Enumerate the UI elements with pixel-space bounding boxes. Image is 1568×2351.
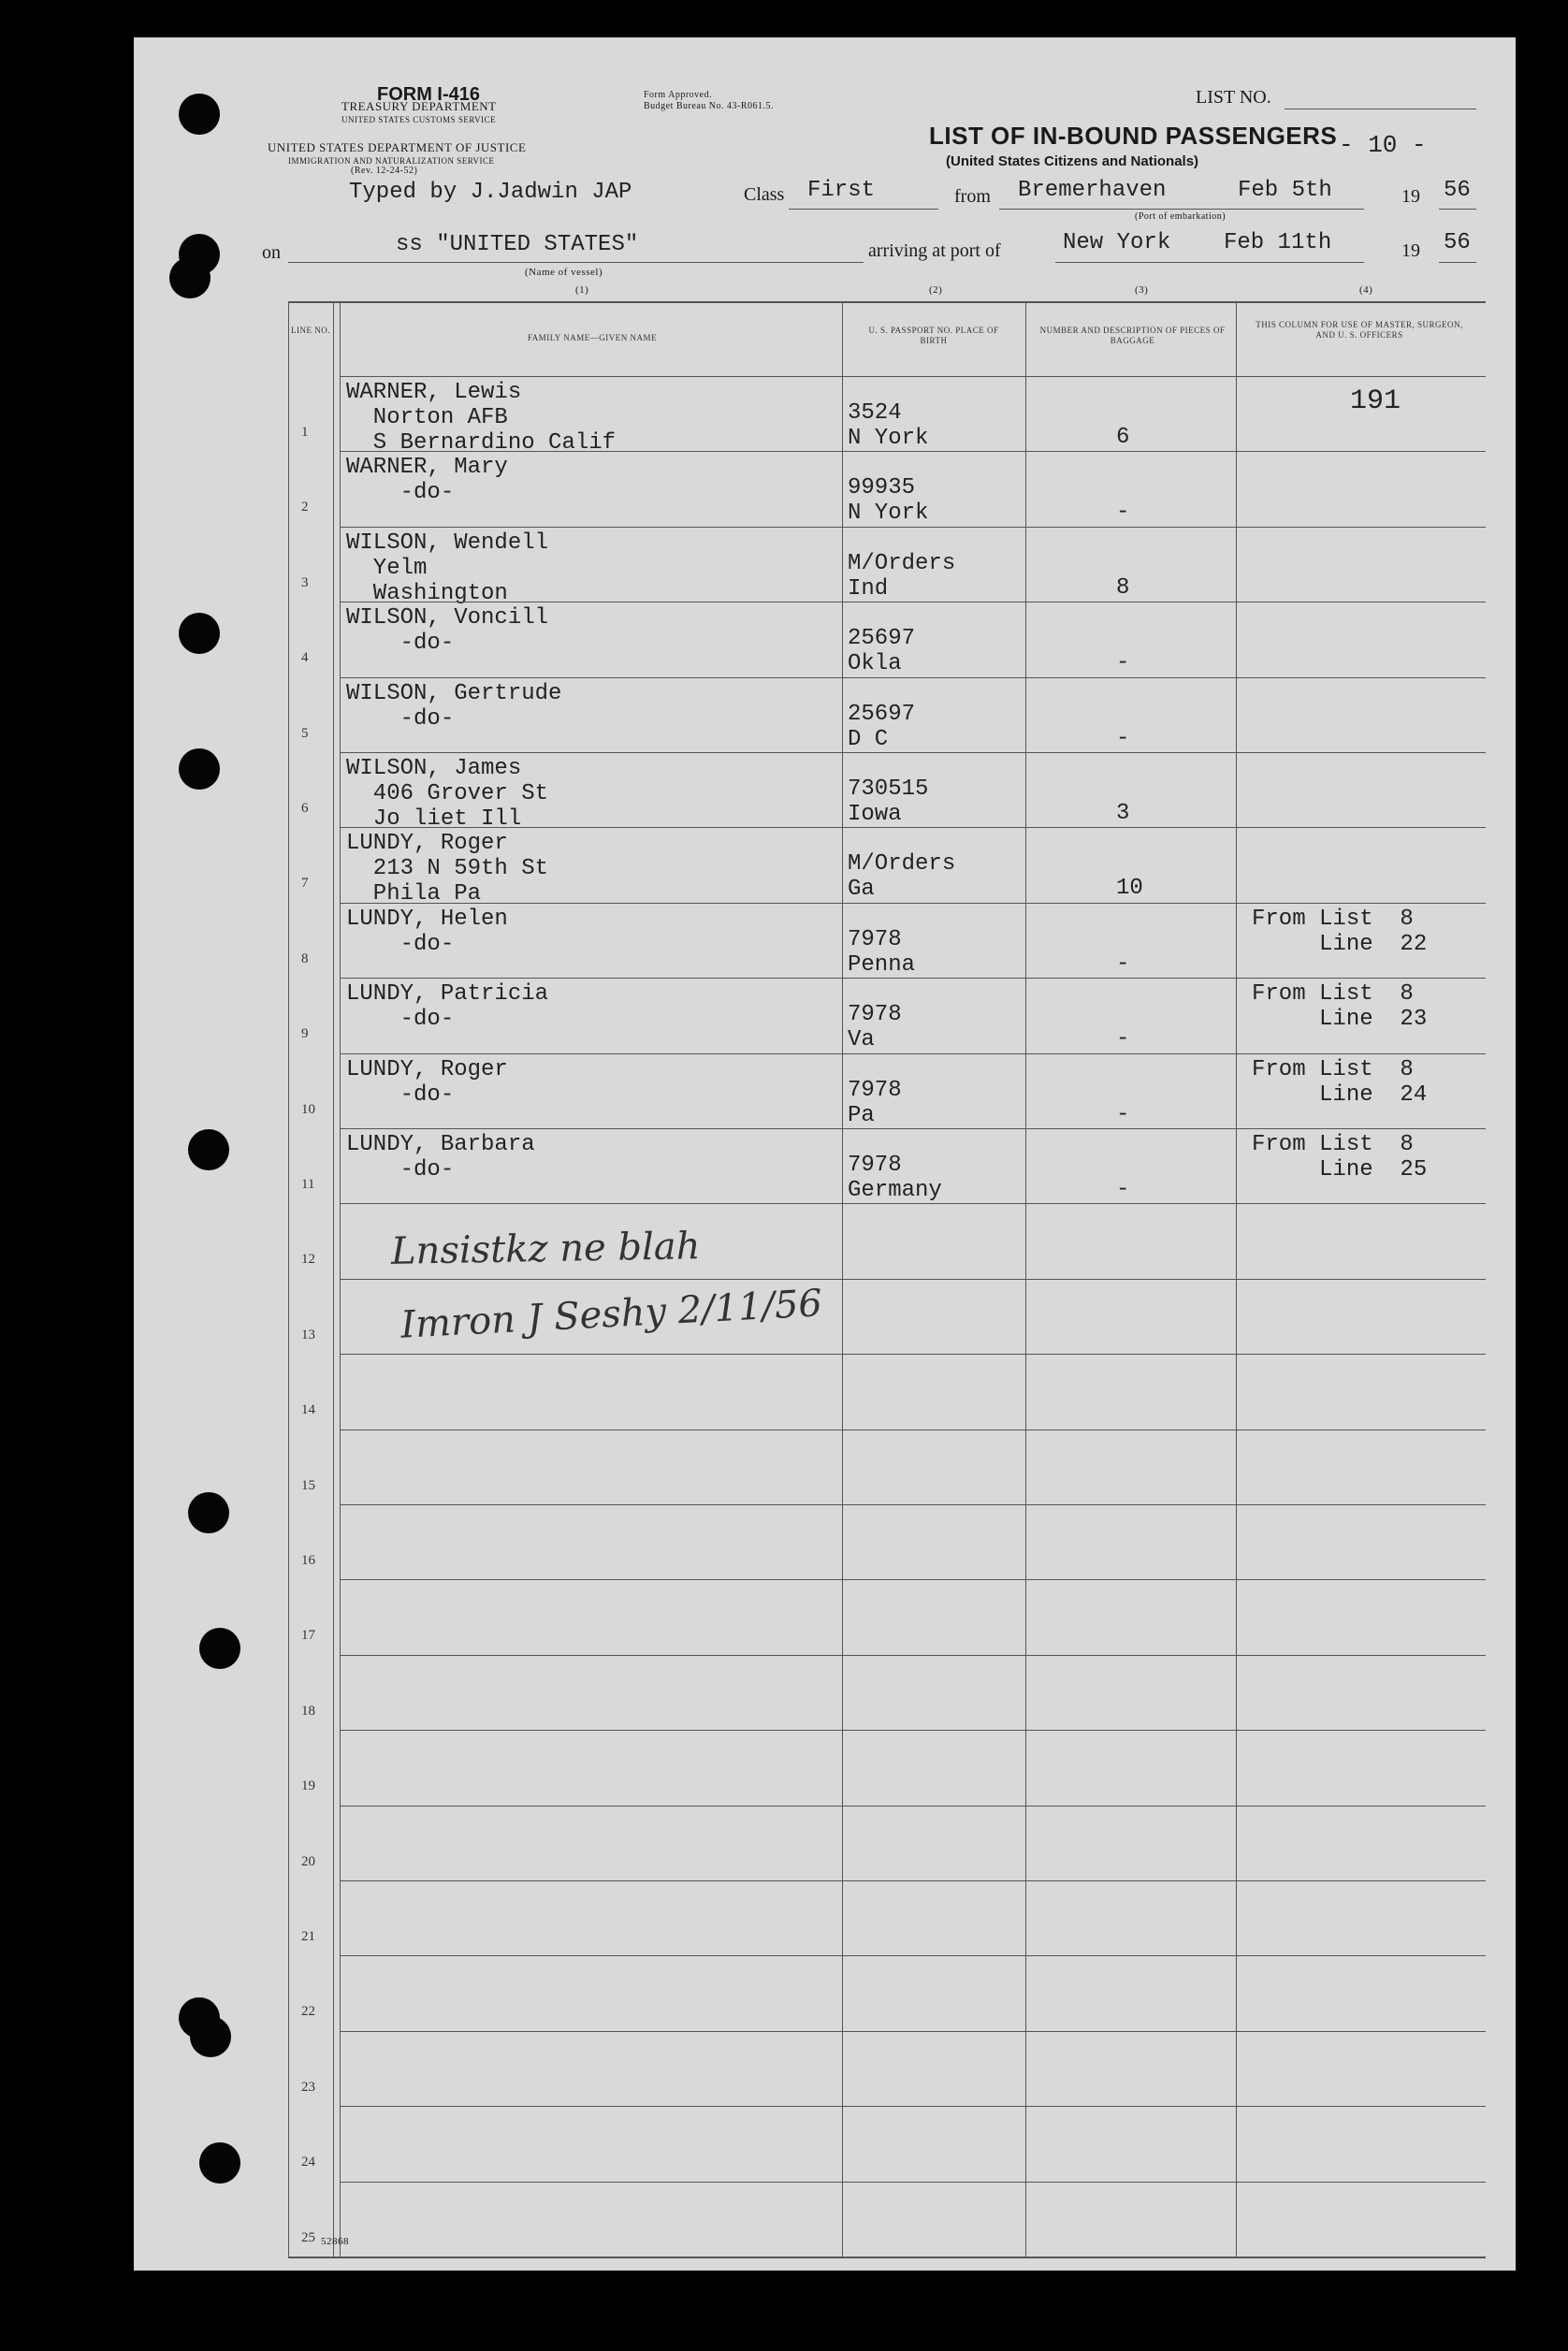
form-page <box>134 37 1516 2271</box>
arrival-year-prefix: 19 <box>1401 240 1420 261</box>
table-row <box>288 1655 1486 1730</box>
col-header-line: LINE NO. <box>291 326 330 335</box>
table-row <box>288 1955 1486 2030</box>
baggage-count: - <box>1116 725 1130 751</box>
table-row <box>288 677 1486 752</box>
vessel-name: ss "UNITED STATES" <box>396 232 639 257</box>
line-number: 21 <box>301 1929 315 1944</box>
table-row <box>288 2182 1486 2257</box>
passenger-table <box>288 301 1486 2257</box>
embark-year: 56 <box>1444 178 1471 203</box>
port-embark-label: (Port of embarkation) <box>1135 211 1227 222</box>
col-num-4: (4) <box>1359 284 1373 296</box>
handwritten-note: Lnsistkz ne blah <box>390 1225 701 1273</box>
ins-label: IMMIGRATION AND NATURALIZATION SERVICE <box>288 156 495 166</box>
baggage-count: - <box>1116 951 1130 977</box>
passport-birthplace: 7978 Pa <box>848 1077 902 1128</box>
baggage-count: 6 <box>1116 425 1130 450</box>
arrival-date: Feb 11th <box>1224 230 1332 255</box>
passport-birthplace: 25697 D C <box>848 701 916 752</box>
embark-date: Feb 5th <box>1238 178 1332 203</box>
table-row <box>288 1053 1486 1128</box>
line-number: 24 <box>301 2155 315 2170</box>
table-row <box>288 827 1486 907</box>
passenger-name: LUNDY, Roger 213 N 59th St Phila Pa <box>346 831 549 907</box>
col-num-3: (3) <box>1135 284 1149 296</box>
baggage-count: 10 <box>1116 876 1143 902</box>
passport-birthplace: 7978 Va <box>848 1002 902 1053</box>
table-row <box>288 1354 1486 1429</box>
typed-by: Typed by J.Jadwin JAP <box>349 180 632 205</box>
passport-birthplace: M/Orders Ind <box>848 550 956 602</box>
on-label: on <box>262 242 281 263</box>
passport-birthplace: M/Orders Ga <box>848 851 956 903</box>
passport-birthplace: 25697 Okla <box>848 626 916 677</box>
binder-hole <box>179 613 220 654</box>
baggage-count: - <box>1116 1177 1130 1202</box>
binder-hole <box>188 1492 229 1533</box>
inspector-signature: Imron J Seshy 2/11/56 <box>399 1282 823 1347</box>
line-number: 25 <box>301 2229 315 2245</box>
line-number: 13 <box>301 1327 315 1342</box>
table-row <box>288 1504 1486 1579</box>
form-number: FORM I-416 <box>377 84 481 105</box>
baggage-count: - <box>1116 650 1130 676</box>
arriving-label: arriving at port of <box>868 240 1001 261</box>
passport-birthplace: 7978 Penna <box>848 926 916 978</box>
line-number: 3 <box>301 574 309 590</box>
col-num-2: (2) <box>929 284 943 296</box>
line-number: 20 <box>301 1853 315 1869</box>
col-header-officers: THIS COLUMN FOR USE OF MASTER, SURGEON, AND U. S. OFFICERS <box>1256 320 1463 340</box>
passenger-name: WILSON, Wendell Yelm Washington <box>346 530 549 606</box>
line-number: 6 <box>301 801 309 816</box>
table-row <box>288 1730 1486 1805</box>
passenger-name: LUNDY, Helen -do- <box>346 906 508 957</box>
from-line <box>999 209 1364 210</box>
binder-hole <box>179 94 220 135</box>
officer-note: From List 8 Line 23 <box>1252 981 1428 1033</box>
table-row <box>288 451 1486 526</box>
passenger-name: WILSON, James 406 Grover St Jo liet Ill <box>346 756 549 832</box>
table-row <box>288 1579 1486 1654</box>
form-subtitle: (United States Citizens and Nationals) <box>946 153 1199 169</box>
line-number: 11 <box>301 1177 315 1192</box>
baggage-count: - <box>1116 1026 1130 1052</box>
passenger-name: WARNER, Lewis Norton AFB S Bernardino Calif <box>346 380 617 456</box>
baggage-count: - <box>1116 500 1130 526</box>
passport-birthplace: 730515 Iowa <box>848 776 929 827</box>
line-number: 8 <box>301 951 309 966</box>
arrival-line <box>1055 262 1364 263</box>
passenger-name: LUNDY, Barbara -do- <box>346 1132 535 1183</box>
arrival-port: New York <box>1063 230 1171 255</box>
line-number: 23 <box>301 2079 315 2095</box>
vessel-line <box>288 262 864 263</box>
col-num-1: (1) <box>575 284 589 296</box>
passport-birthplace: 99935 N York <box>848 475 929 527</box>
year-prefix: 19 <box>1401 186 1420 207</box>
line-number: 9 <box>301 1026 309 1042</box>
line-number: 2 <box>301 500 309 515</box>
customs-label: UNITED STATES CUSTOMS SERVICE <box>341 115 497 124</box>
justice-label: UNITED STATES DEPARTMENT OF JUSTICE <box>268 140 527 154</box>
officer-note: From List 8 Line 24 <box>1252 1056 1428 1108</box>
table-row <box>288 1128 1486 1203</box>
passenger-name: WILSON, Gertrude -do- <box>346 680 562 732</box>
revision-label: (Rev. 12-24-52) <box>351 166 418 176</box>
line-number: 12 <box>301 1252 315 1268</box>
passport-birthplace: 3524 N York <box>848 400 929 451</box>
table-row <box>288 1880 1486 1955</box>
table-row <box>288 752 1486 832</box>
arrival-year: 56 <box>1444 230 1471 255</box>
class-value: First <box>807 178 876 203</box>
form-approved: Form Approved. <box>644 90 713 100</box>
table-top <box>288 301 1486 303</box>
table-row <box>288 1429 1486 1504</box>
passenger-name: WARNER, Mary -do- <box>346 455 508 506</box>
vessel-label: (Name of vessel) <box>525 267 603 278</box>
budget-bureau: Budget Bureau No. 43-R061.5. <box>644 101 774 111</box>
col-header-passport: U. S. PASSPORT NO. PLACE OF BIRTH <box>868 326 999 345</box>
line-number: 18 <box>301 1703 315 1719</box>
line-number: 10 <box>301 1101 315 1117</box>
form-title: LIST OF IN-BOUND PASSENGERS <box>929 122 1338 150</box>
table-row <box>288 2031 1486 2106</box>
baggage-count: - <box>1116 1101 1130 1127</box>
line-number: 5 <box>301 725 309 741</box>
binder-hole <box>188 1129 229 1170</box>
passenger-name: LUNDY, Roger -do- <box>346 1056 508 1108</box>
table-row <box>288 527 1486 606</box>
col-header-name: FAMILY NAME—GIVEN NAME <box>527 333 658 342</box>
table-row <box>288 903 1486 978</box>
line-number: 16 <box>301 1553 315 1568</box>
line-number: 15 <box>301 1477 315 1493</box>
class-line <box>789 209 938 210</box>
officer-note: 191 <box>1350 385 1401 417</box>
year-line <box>1439 209 1476 210</box>
footer-code: 52868 <box>321 2236 349 2247</box>
table-row <box>288 2106 1486 2181</box>
binder-hole <box>179 748 220 790</box>
arrival-year-line <box>1439 262 1476 263</box>
passport-birthplace: 7978 Germany <box>848 1153 942 1203</box>
col-header-baggage: NUMBER AND DESCRIPTION OF PIECES OF BAGGAGE <box>1039 326 1226 345</box>
from-label: from <box>954 186 991 207</box>
binder-hole <box>199 2142 240 2184</box>
passenger-name: WILSON, Voncill -do- <box>346 605 549 657</box>
table-row <box>288 376 1486 456</box>
line-number: 19 <box>301 1778 315 1794</box>
line-number: 14 <box>301 1402 315 1418</box>
binder-hole <box>169 257 211 298</box>
embark-port: Bremerhaven <box>1018 178 1167 203</box>
line-number: 22 <box>301 2004 315 2020</box>
treasury-label: TREASURY DEPARTMENT <box>341 99 497 113</box>
line-number: 4 <box>301 650 309 666</box>
binder-hole <box>190 2016 231 2057</box>
table-row <box>288 1806 1486 1880</box>
list-number: - 10 - <box>1339 131 1427 159</box>
line-number: 17 <box>301 1628 315 1644</box>
line-number: 1 <box>301 425 309 440</box>
officer-note: From List 8 Line 22 <box>1252 906 1428 957</box>
officer-note: From List 8 Line 25 <box>1252 1132 1428 1183</box>
binder-hole <box>199 1628 240 1669</box>
baggage-count: 3 <box>1116 801 1130 826</box>
class-label: Class <box>744 184 785 205</box>
table-row <box>288 978 1486 1052</box>
table-row <box>288 602 1486 676</box>
line-number: 7 <box>301 876 309 892</box>
list-no-label: LIST NO. <box>1196 87 1271 108</box>
baggage-count: 8 <box>1116 574 1130 601</box>
passenger-name: LUNDY, Patricia -do- <box>346 981 549 1033</box>
